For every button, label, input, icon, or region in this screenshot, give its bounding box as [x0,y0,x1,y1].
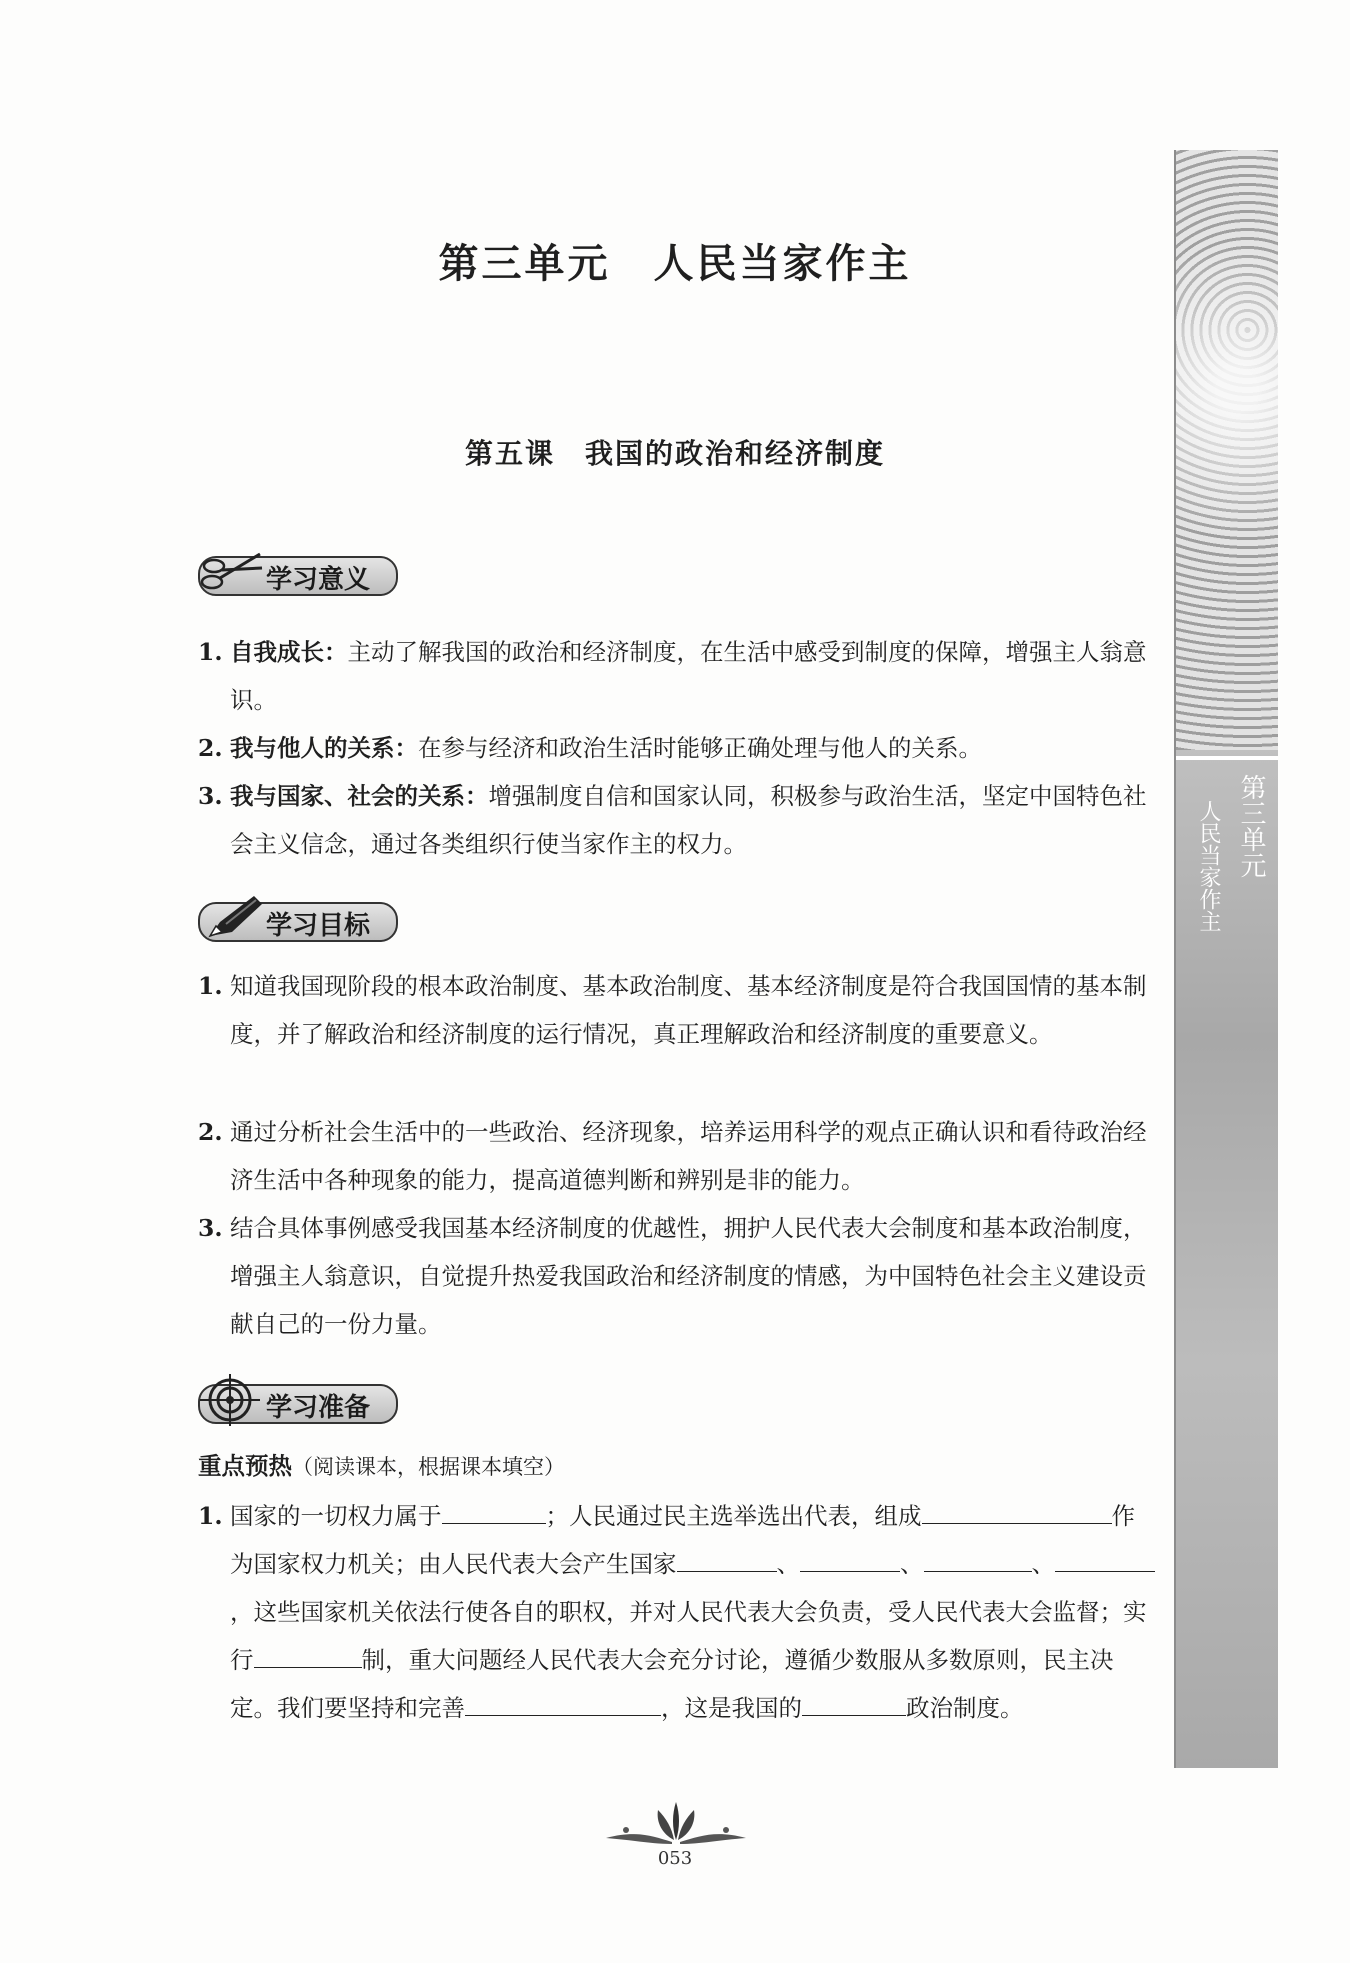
text-segment: 国家的一切权力属于 [230,1502,442,1530]
blank-field[interactable] [800,1543,900,1572]
item-text [230,1492,1158,1732]
list-item [198,772,1158,868]
text-segment: ，这些国家机关依法行使各自的职权，并对人民代表大会负责，受人民代表大会监督；实行 [230,1598,1147,1674]
side-tab-unit-title: 人民当家作主 [1196,800,1221,932]
item-text [230,772,1158,868]
item-number: 2. [198,1118,223,1146]
blank-field[interactable] [442,1495,546,1524]
item-keyword: 我与他人的关系： [230,734,418,762]
side-tab-pattern [1176,150,1278,750]
text-segment: 作为国家权力机关；由人民代表大会产生国家 [230,1502,1135,1578]
text-segment: 制，重大问题经人民代表大会充分讨论，遵循少数服从多数原则，民主决定。我们要坚持和完善 [230,1646,1114,1722]
list-item [198,724,1158,772]
text-segment: 、 [1031,1550,1055,1578]
item-text: 结合具体事例感受我国基本经济制度的优越性，拥护人民代表大会制度和基本政治制度，增强主人翁意识，自觉提升热爱我国政治和经济制度的情感，为中国特色社会主义建设贡献自己的一份力量。 [230,1214,1147,1338]
item-keyword: 我与国家、社会的关系： [230,782,489,810]
flourish-ornament-icon [596,1800,756,1850]
lesson-title: 第五课 我国的政治和经济制度 [464,437,885,470]
list-item [198,1204,1158,1348]
blank-field[interactable] [677,1543,777,1572]
unit-title: 第三单元 人民当家作主 [438,240,912,287]
item-body: 主动了解我国的政治和经济制度，在生活中感受到制度的保障，增强主人翁意识。 [230,638,1147,714]
item-number: 2. [198,734,223,762]
side-tab-divider [1176,756,1278,760]
text-segment: 政治制度。 [906,1694,1024,1722]
item-text: 通过分析社会生活中的一些政治、经济现象，培养运用科学的观点正确认识和看待政治经济生活中各种现象的能力，提高道德判断和辨别是非的能力。 [230,1118,1147,1194]
section-heading-significance [196,546,406,598]
page-number: 053 [657,1848,693,1869]
item-body: 在参与经济和政治生活时能够正确处理与他人的关系。 [418,734,982,762]
list-item [198,962,1158,1058]
prep-label [198,1446,565,1487]
text-segment: 、 [776,1550,800,1578]
blank-field[interactable] [802,1687,906,1716]
side-tab [1174,150,1278,1768]
fill-blank-item [198,1492,1158,1732]
section-heading-goals [196,892,406,944]
text-segment: 、 [900,1550,924,1578]
item-number: 3. [198,1214,223,1242]
prep-label-note: （阅读课本，根据课本填空） [292,1455,565,1479]
item-text [230,724,1158,772]
item-text: 知道我国现阶段的根本政治制度、基本政治制度、基本经济制度是符合我国国情的基本制度，并了解政治和经济制度的运行情况，真正理解政治和经济制度的重要意义。 [230,972,1147,1048]
prep-label-key: 重点预热 [198,1452,292,1480]
heading-text: 学习意义 [266,565,371,595]
heading-text: 学习目标 [266,911,371,941]
item-keyword: 自我成长： [230,638,348,666]
blank-field[interactable] [924,1543,980,1572]
blank-field[interactable] [922,1495,1060,1524]
item-number: 3. [198,782,223,810]
blank-field[interactable] [254,1639,362,1668]
section-heading-preparation [196,1374,406,1426]
item-number: 1. [198,972,223,1000]
list-item [198,1108,1158,1204]
blank-field[interactable] [1055,1543,1155,1572]
side-tab-unit: 第三单元 [1236,774,1266,878]
heading-text: 学习准备 [266,1393,371,1423]
blank-field[interactable] [465,1687,661,1716]
item-number: 1. [198,1502,223,1530]
blank-field[interactable] [1060,1495,1112,1524]
text-segment: ；人民通过民主选举选出代表，组成 [545,1502,922,1530]
item-text [230,628,1158,724]
list-item [198,628,1158,724]
item-body: 增强制度自信和国家认同，积极参与政治生活，坚定中国特色社会主义信念，通过各类组织行使当家作主的权力。 [230,782,1147,858]
text-segment: ，这是我国的 [661,1694,802,1722]
item-number: 1. [198,638,223,666]
blank-field[interactable] [980,1543,1032,1572]
